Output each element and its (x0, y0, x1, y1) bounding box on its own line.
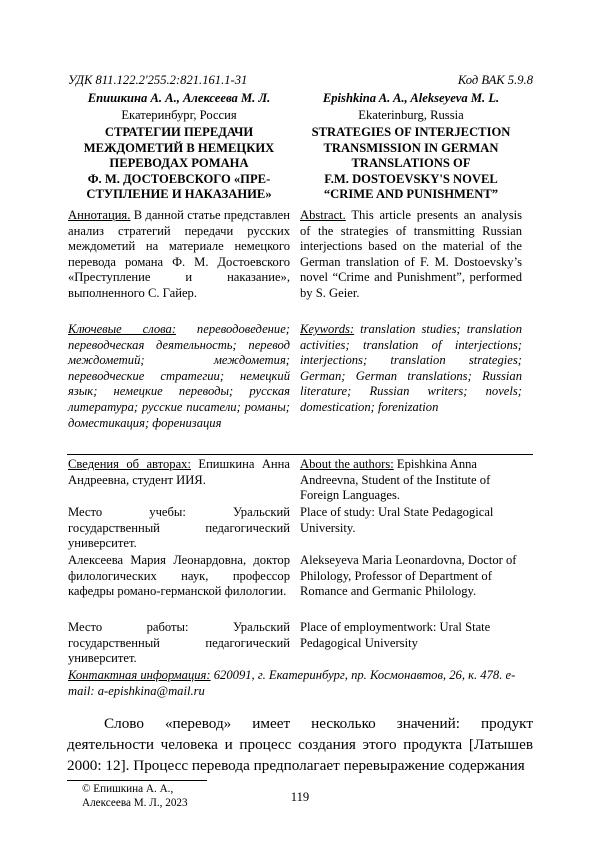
title-en-line: TRANSLATIONS OF (351, 156, 471, 171)
study-place-en: Place of study: Ural State Pedagogical University. (300, 505, 494, 535)
authors-en: Epishkina A. A., Alekseyeva M. L. (322, 91, 500, 105)
study-place-ru: Место учебы: Уральский государственный педагогический университет. (68, 505, 290, 551)
author2-en: Alekseyeva Maria Leonardovna, Doctor of Philology, Professor of Department of Romance and Germanic Philology. (300, 553, 517, 599)
copyright-footnote (82, 782, 188, 810)
keywords-en-text: translation studies; translation activities; translation of interjections; interjections; translation strategies; German; German translations; Russian literature; Russian writers; novels; domestication; forenization (300, 322, 522, 414)
work-place-en: Place of employmentwork: Ural State Pedagogical University (300, 620, 491, 650)
title-ru-line: ПЕРЕВОДАХ РОМАНА (109, 156, 249, 171)
abstract-en-label: Abstract. (300, 208, 346, 222)
keywords-ru-text: переводоведение; переводческая деятельность; перевод междометий; междометия; переводческие стратегии; немецкий язык; немецкие переводы; русская литература; русские писатели; романы; доместикация; форенизация (68, 322, 290, 430)
udc-code: УДК 811.122.2'255.2:821.161.1-31 (68, 73, 248, 87)
contact-label: Контактная информация: (68, 668, 211, 682)
page-number: 119 (290, 790, 310, 804)
authors-ru: Епишкина А. А., Алексеева М. Л. (87, 91, 271, 105)
title-en-line: “CRIME AND PUNISHMENT” (323, 187, 499, 202)
abstract-ru-label: Аннотация. (68, 208, 131, 222)
author1-ru: Епишкина Анна Андреевна, студент ИИЯ. (68, 457, 290, 487)
title-en-line: F.M. DOSTOEVSKY'S NOVEL (324, 171, 498, 186)
title-en-line: STRATEGIES OF INTERJECTION (311, 125, 511, 139)
title-ru (68, 125, 290, 203)
title-ru-line: Ф. М. ДОСТОЕВСКОГО «ПРЕ- (87, 171, 271, 186)
author-info-en-label: About the authors: (300, 457, 394, 471)
keywords-ru (68, 322, 290, 431)
abstract-en-text: This article presents an analysis of the strategies of transmitting Russian interjections based on the material of the German translation of F. M. Dostoevsky’s novel “Crime and Punishment”, performed by S. Geier. (300, 208, 522, 300)
body-paragraph: Слово «перевод» имеет несколько значений: продукт деятельности человека и процесс создания этого продукта [Латышев 2000: 12]. Процесс перевода предполагает перевыражение содержания (67, 715, 533, 774)
author-info-ru-label: Сведения об авторах: (68, 457, 191, 471)
title-en-line: TRANSMISSION IN GERMAN (323, 140, 499, 155)
title-ru-line: МЕЖДОМЕТИЙ В НЕМЕЦКИХ (83, 140, 275, 155)
city-ru: Екатеринбург, Россия (121, 108, 237, 122)
keywords-ru-label: Ключевые слова: (68, 322, 177, 336)
author-info-en (300, 457, 522, 504)
author-info-ru (68, 457, 290, 488)
title-ru-line: СТУПЛЕНИЕ И НАКАЗАНИЕ» (86, 187, 272, 202)
abstract-ru (68, 208, 290, 302)
title-en (300, 125, 522, 203)
abstract-en (300, 208, 522, 302)
city-en: Ekaterinburg, Russia (358, 108, 464, 122)
keywords-en (300, 322, 522, 416)
title-ru-line: СТРАТЕГИИ ПЕРЕДАЧИ (104, 125, 254, 139)
copyright-line2: Алексеева М. Л., 2023 (82, 797, 188, 809)
keywords-en-label: Keywords: (300, 322, 355, 336)
copyright-line1: © Епишкина А. А., (82, 783, 174, 795)
footnote-divider (67, 780, 207, 781)
section-divider (67, 454, 533, 455)
vak-code: Код ВАК 5.9.8 (457, 73, 533, 87)
abstract-ru-text: В данной статье представлен анализ стратегий передачи русских междометий на материале немецкого перевода романа Ф. М. Достоевского «Преступление и наказание», выполненного С. Гайер. (68, 208, 290, 300)
author1-en: Epishkina Anna Andreevna, Student of the Institute of Foreign Languages. (300, 457, 491, 503)
work-place-ru: Место работы: Уральский государственный педагогический университет. (68, 620, 290, 666)
author2-ru: Алексеева Мария Леонардовна, доктор филологических наук, профессор кафедры романо-германской филологии. (68, 553, 290, 599)
contact-info (68, 668, 533, 699)
contact-text: 620091, г. Екатеринбург, пр. Космонавтов, 26, к. 478. e-mail: a-epishkina@mail.ru (68, 668, 516, 698)
